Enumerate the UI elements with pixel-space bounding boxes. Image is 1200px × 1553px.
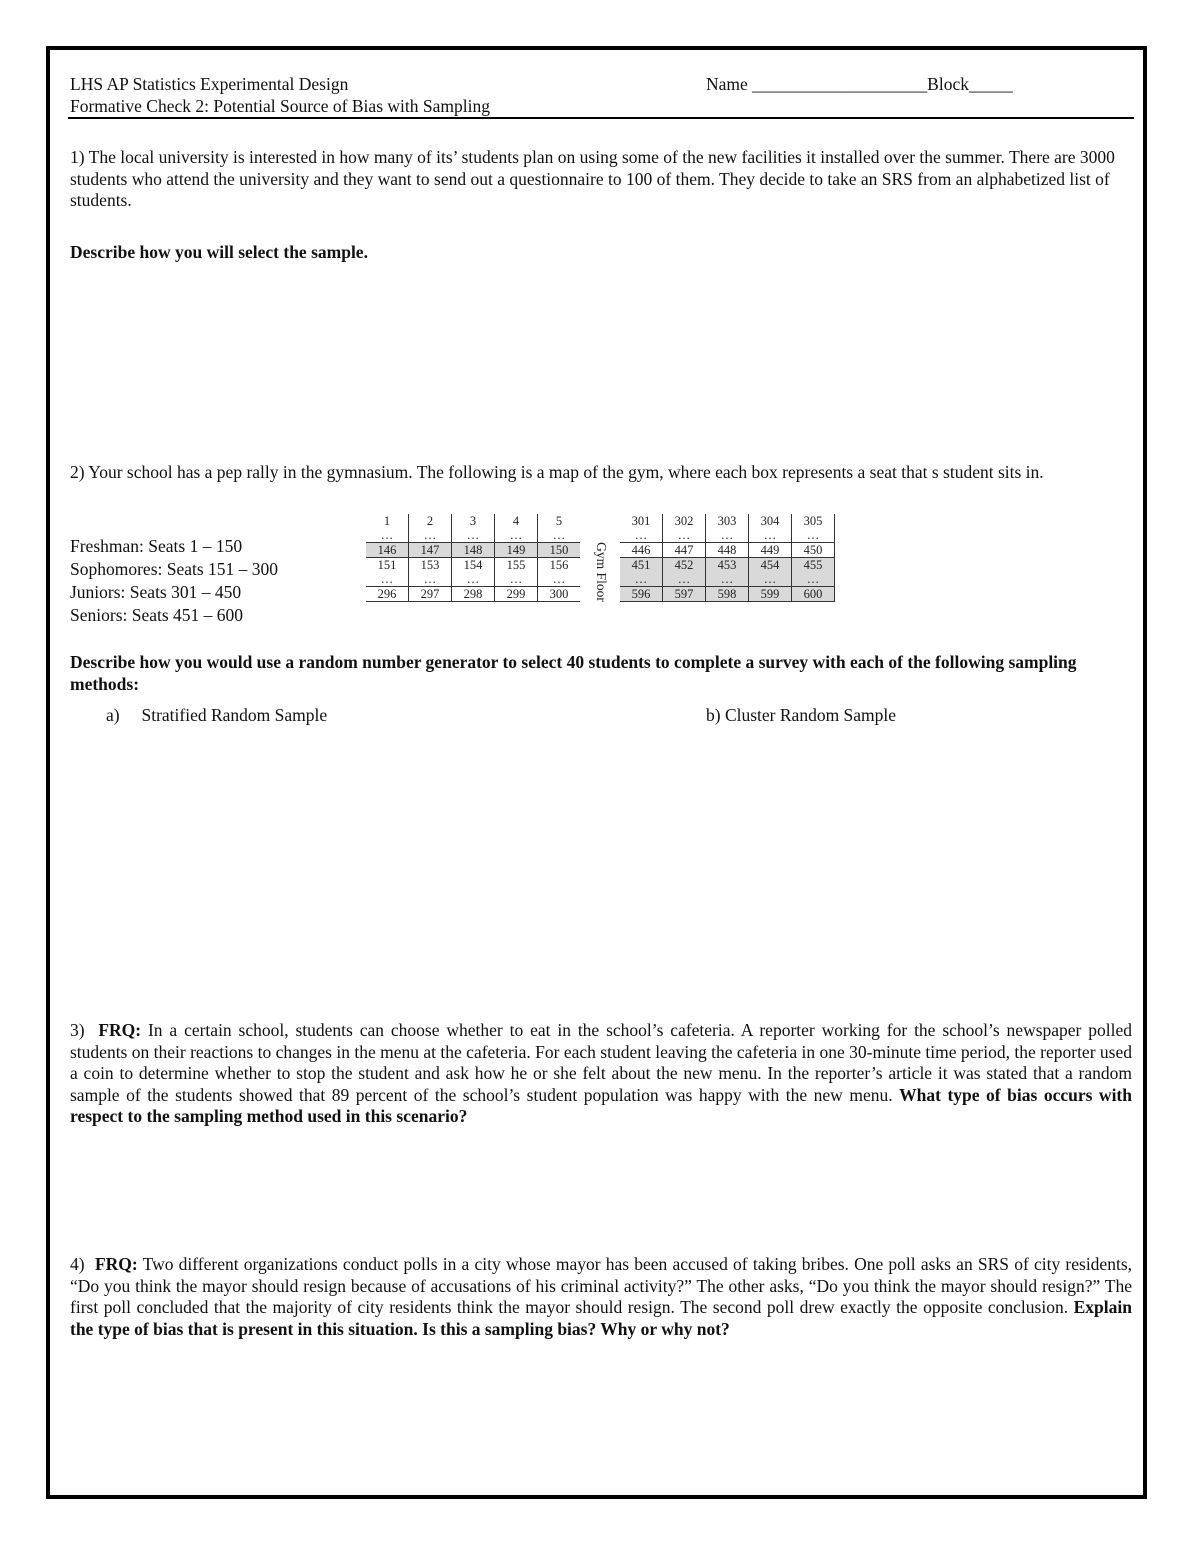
seat-cell: 2 [409,514,452,528]
seat-cell: … [495,572,538,587]
seat-cell: 5 [555,514,563,528]
seat-cell: 448 [706,543,749,558]
question-2-text: 2) Your school has a pep rally in the gymnasium. The following is a map of the gym, where each box represents a seat that s student sits in. [70,462,1044,482]
question-2-prompt-line [70,652,1132,695]
seat-cell: 300 [538,587,581,602]
seat-cell: … [366,528,409,543]
part-a-answer-area[interactable] [70,735,590,1005]
seat-cell: … [495,528,538,543]
question-2-prompt: Describe how you would use a random number generator to select 40 students to complete a survey with each of the following sampling methods: [70,652,1077,694]
seat-cell: 599 [749,587,792,602]
seat-cell: 305 [792,514,835,528]
seat-cell: 450 [792,543,835,558]
seat-cell: 296 [366,587,409,602]
seat-row [366,543,580,558]
seat-cell: … [620,528,663,543]
seat-row [620,514,835,528]
seat-row [366,558,580,573]
seat-cell: 298 [452,587,495,602]
seat-cell: 3 [452,514,495,528]
seat-cell: 446 [620,543,663,558]
question-4-text: Two different organizations conduct polls in a city whose mayor has been accused of taking bribes. One poll asks an SRS of city residents, “Do you think the mayor should resign because of accusations of his criminal activity?” The other asks, “Do you think the mayor should resign?” The first poll concluded that the majority of city residents think the mayor should resign. The second poll drew exactly the opposite conclusion. [70,1254,1132,1317]
seat-cell: … [452,528,495,543]
question-4-number: 4) [70,1254,95,1274]
seat-cell: 302 [663,514,706,528]
seat-cell: 597 [663,587,706,602]
group-sophomores: Sophomores: Seats 151 – 300 [70,559,279,579]
seat-row [620,587,835,602]
seat-cell: 151 [366,558,409,573]
question-1-text: 1) The local university is interested in how many of its’ students plan on using some of the new facilities it installed over the summer. There are 3000 students who attend the university and they want to send out a questionnaire to 100 of them. They decide to take an SRS from an alphabetized list of students. [70,147,1115,210]
name-block-line[interactable]: Name ____________________Block_____ [706,74,1013,94]
seat-cell: 596 [620,587,663,602]
part-a-label: a) Stratified Random Sample [106,705,328,725]
seat-cell: … [706,528,749,543]
seat-map-right [620,514,835,602]
seat-cell: … [749,572,792,587]
seat-cell: … [620,572,663,587]
seat-cell: 154 [452,558,495,573]
seat-cell: 301 [620,514,663,528]
question-1-prompt-line [70,242,1132,264]
seat-row [620,572,835,587]
seat-cell: 156 [549,558,569,572]
seat-cell: 297 [409,587,452,602]
seat-cell: 454 [749,558,792,573]
seat-cell: 153 [409,558,452,573]
question-1-answer-area[interactable] [70,270,1132,450]
question-4-frq-label: FRQ: [94,1254,138,1274]
part-b-label: b) Cluster Random Sample [706,705,897,725]
question-3-frq-label: FRQ: [98,1020,142,1040]
seat-row [366,528,580,543]
seat-row [366,514,580,528]
seat-cell: 304 [749,514,792,528]
seat-row [620,558,835,573]
seat-cell: 4 [495,514,538,528]
header-rule [68,117,1134,119]
question-4-text-block [70,1254,1132,1340]
question-1-prompt: Describe how you will select the sample. [70,242,368,262]
seat-cell: … [792,572,835,587]
question-3-answer-area[interactable] [70,1165,1132,1245]
part-b-answer-area[interactable] [706,735,1132,1005]
worksheet-subtitle: Formative Check 2: Potential Source of Bias with Sampling [70,96,490,116]
gym-floor-label-box [592,532,610,612]
seat-cell: 148 [452,543,495,558]
group-seniors: Seniors: Seats 451 – 600 [70,605,244,625]
seat-cell: 155 [495,558,538,573]
question-3-prompt: What type of bias occurs with respect to the sampling method used in this scenario? [70,1084,1132,1126]
seat-cell: 453 [706,558,749,573]
seat-cell: 447 [663,543,706,558]
seat-row [366,572,580,587]
seat-cell: 149 [495,543,538,558]
seat-cell: … [409,572,452,587]
seat-cell: … [663,528,706,543]
seat-row [366,587,580,602]
gym-floor-label: Gym Floor [594,542,609,602]
seat-cell: … [663,572,706,587]
question-4-answer-area[interactable] [70,1370,1132,1485]
seat-cell: 303 [706,514,749,528]
seat-cell: 451 [620,558,663,573]
seat-cell: 147 [409,543,452,558]
seat-map-left [366,514,580,602]
seat-cell: 1 [366,514,409,528]
seat-cell: 449 [749,543,792,558]
seat-cell: … [792,528,835,543]
class-seat-groups [70,535,278,627]
seat-cell: … [552,572,566,586]
course-title: LHS AP Statistics Experimental Design [70,74,349,94]
seat-cell: … [366,572,409,587]
seat-cell: … [452,572,495,587]
seat-cell: 452 [663,558,706,573]
question-3-text-block [70,1020,1132,1128]
seat-cell: … [552,528,566,542]
seat-cell: … [706,572,749,587]
seat-cell: 150 [538,543,581,558]
group-juniors: Juniors: Seats 301 – 450 [70,582,242,602]
question-4-prompt: Explain the type of bias that is present in this situation. Is this a sampling bias? Why or why not? [70,1297,1132,1339]
group-freshman: Freshman: Seats 1 – 150 [70,536,243,556]
seat-cell: … [409,528,452,543]
seat-cell: 146 [366,543,409,558]
question-3-text: In a certain school, students can choose whether to eat in the school’s cafeteria. A reporter working for the school’s newspaper polled students on their reactions to changes in the menu at the cafeteria. For each student leaving the cafeteria in one 30-minute time period, the reporter used a coin to determine whether to stop the student and ask how he or she felt about the new menu. In the reporter’s article it was stated that a random sample of the students showed that 89 percent of the school’s student population was happy with the new menu. [70,1020,1133,1105]
seat-row [620,543,835,558]
seat-cell: … [749,528,792,543]
seat-cell: 600 [792,587,835,602]
question-3-number: 3) [70,1020,99,1040]
seat-cell: 598 [706,587,749,602]
seat-row [620,528,835,543]
seat-cell: 455 [792,558,835,573]
seat-cell: 299 [495,587,538,602]
